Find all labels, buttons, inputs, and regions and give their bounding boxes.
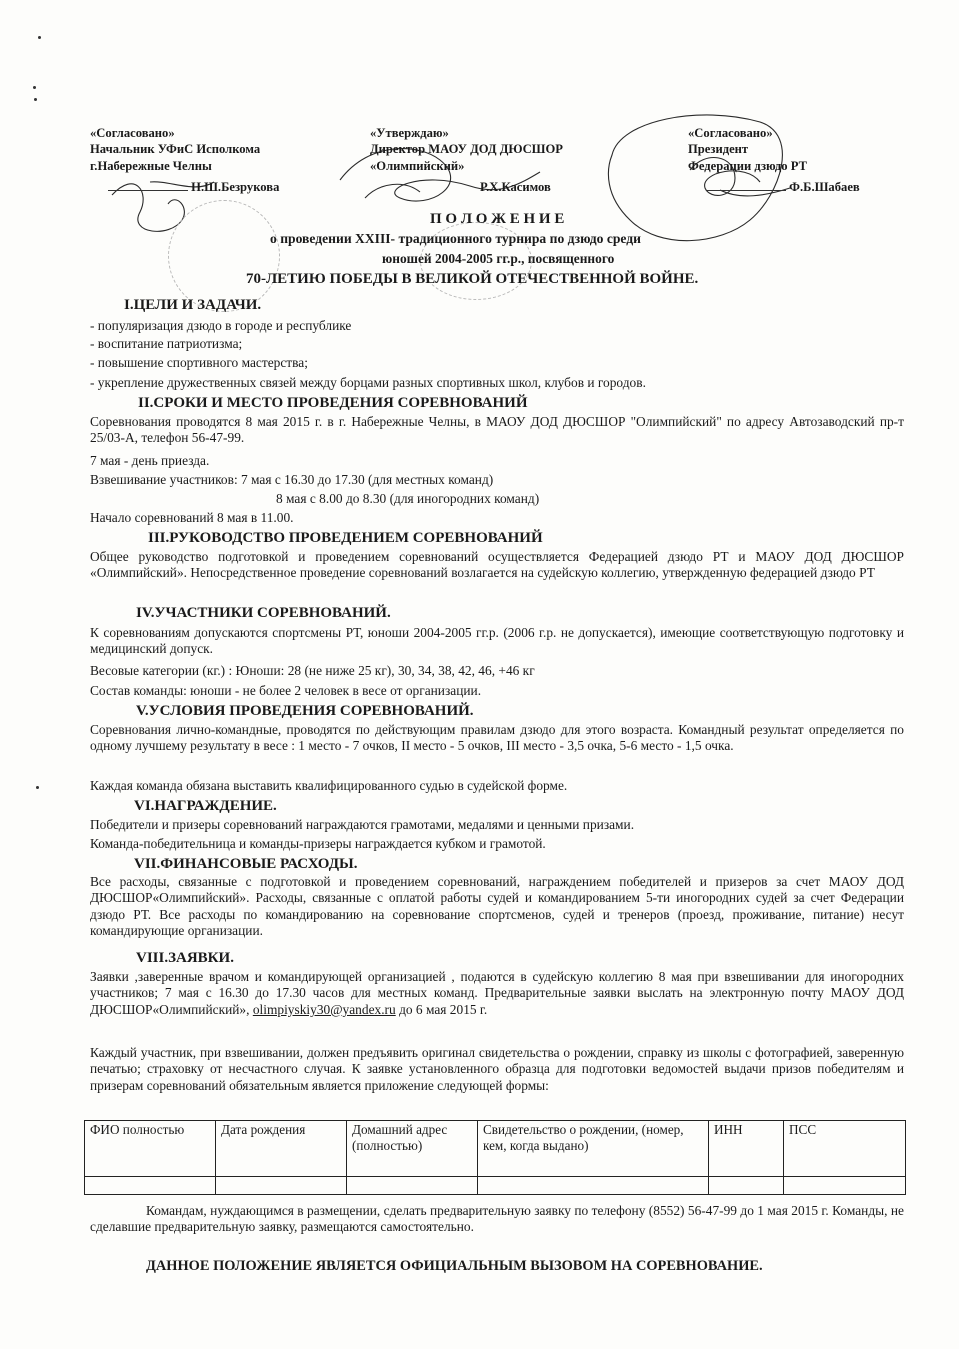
column-header: ПСС — [784, 1121, 906, 1177]
participants-paragraph: К соревнованиям допускаются спортсмены РТ, юноши 2004-2005 гг.р. (2006 г.р. не допускается), имеющие соответствующую подготовку и медицинский допуск. — [90, 625, 904, 657]
section-heading-participants: IV.УЧАСТНИКИ СОРЕВНОВАНИЙ. — [136, 605, 391, 621]
table-cell — [478, 1177, 709, 1195]
approval-center-label: «Утверждаю» — [370, 126, 449, 140]
awards-line1: Победители и призеры соревнований награждаются грамотами, медалями и ценными призами. — [90, 817, 635, 832]
conditions-paragraph: Соревнования лично-командные, проводятся по действующим правилам дзюдо для этого возраста. Командный результат определяется по одному лучшему результату в весе : 1 место - 7 очков, II место - 5 очков, III место - 3,5 очка, 5-6 место - 1,5 очка. — [90, 722, 904, 754]
table-cell — [85, 1177, 216, 1195]
column-header: Дата рождения — [216, 1121, 347, 1177]
approval-left — [90, 125, 279, 195]
approval-right — [688, 125, 860, 195]
team-composition: Состав команды: юноши - не более 2 человек в весе от организации. — [90, 683, 482, 698]
dates-paragraph: Соревнования проводятся 8 мая 2015 г. в г. Набережные Челны, в МАОУ ДОД ДЮСШОР "Олимпийский" по адресу Автозаводский пр-т 25/03-А, телефон 56-47-99. — [90, 414, 904, 446]
applications-text: Заявки ,заверенные врачом и командирующей организацией , подаются в судейскую коллегию 8 мая при взвешивании для иногородних участников; 7 мая с 16.30 до 17.30 часов для местных команд. Предварительные заявки выслать на электронную почту МАОУ ДОД ДЮСШОР«Олимпийский», — [90, 969, 904, 1017]
arrival-line: 7 мая - день приезда. — [90, 453, 210, 468]
approval-right-org: Федерации дзюдо РТ — [688, 158, 807, 173]
email-link[interactable]: olimpiyskiy30@yandex.ru — [252, 1001, 396, 1017]
approval-left-city: г.Набережные Челны — [90, 158, 212, 173]
section-heading-management: III.РУКОВОДСТВО ПРОВЕДЕНИЕМ СОРЕВНОВАНИЙ — [148, 530, 543, 546]
document-title: П О Л О Ж Е Н И Е — [430, 211, 565, 227]
document-subtitle-line1: о проведении XXIII- традиционного турнира по дзюдо среди — [270, 231, 641, 246]
section-heading-applications: VIII.ЗАЯВКИ. — [136, 950, 234, 966]
weigh-in-visiting: 8 мая с 8.00 до 8.30 (для иногородних команд) — [276, 491, 540, 506]
column-header: ФИО полностью — [85, 1121, 216, 1177]
approval-right-signer: Ф.Б.Шабаев — [789, 180, 860, 195]
table-cell — [216, 1177, 347, 1195]
table-cell — [347, 1177, 478, 1195]
scan-speck — [38, 36, 41, 39]
table-header-row — [85, 1121, 906, 1177]
management-paragraph: Общее руководство подготовкой и проведением соревнований осуществляется Федерацией дзюдо РТ и МАОУ ДОД ДЮСШОР «Олимпийский». Непосредственное проведение соревнований возлагается на судейскую коллегию, утвержденную федерацией дзюдо РТ — [90, 549, 904, 581]
column-header: Свидетельство о рождении, (номер, кем, когда выдано) — [478, 1121, 709, 1177]
document-subtitle-line2: юношей 2004-2005 гг.р., посвященного — [382, 251, 615, 266]
table-row — [85, 1177, 906, 1195]
approval-left-signer: Н.Ш.Безрукова — [191, 180, 280, 195]
awards-line2: Команда-победительница и команды-призеры награждается кубком и грамотой. — [90, 836, 546, 851]
approval-right-label: «Согласовано» — [688, 126, 773, 140]
goal-item: - повышение спортивного мастерства; — [90, 355, 308, 370]
weigh-in-local: Взвешивание участников: 7 мая с 16.30 до 17.30 (для местных команд) — [90, 472, 494, 487]
goal-item: - популяризация дзюдо в городе и республике — [90, 318, 352, 333]
section-heading-awards: VI.НАГРАЖДЕНИЕ. — [134, 798, 277, 814]
section-heading-goals: I.ЦЕЛИ И ЗАДАЧИ. — [124, 297, 262, 313]
approval-center — [370, 125, 563, 195]
goal-item: - воспитание патриотизма; — [90, 336, 243, 351]
section-heading-finance: VII.ФИНАНСОВЫЕ РАСХОДЫ. — [134, 856, 358, 872]
official-call-statement: ДАННОЕ ПОЛОЖЕНИЕ ЯВЛЯЕТСЯ ОФИЦИАЛЬНЫМ ВЫЗОВОМ НА СОРЕВНОВАНИЕ. — [146, 1258, 763, 1274]
weight-categories: Весовые категории (кг.) : Юноши: 28 (не ниже 25 кг), 30, 34, 38, 42, 46, +46 кг — [90, 663, 535, 678]
approval-center-org: «Олимпийский» — [370, 158, 465, 173]
scan-speck — [34, 98, 37, 101]
applications-paragraph — [90, 969, 904, 1018]
approval-left-label: «Согласовано» — [90, 126, 175, 140]
approval-left-position: Начальник УФиС Исполкома — [90, 142, 261, 157]
approval-right-position: Президент — [688, 142, 749, 157]
column-header: Домашний адрес (полностью) — [347, 1121, 478, 1177]
column-header: ИНН — [709, 1121, 784, 1177]
start-line: Начало соревнований 8 мая в 11.00. — [90, 510, 294, 525]
section-heading-conditions: V.УСЛОВИЯ ПРОВЕДЕНИЯ СОРЕВНОВАНИЙ. — [136, 703, 474, 719]
scan-speck — [33, 86, 36, 89]
scan-speck — [36, 786, 39, 789]
finance-paragraph: Все расходы, связанные с подготовкой и проведением соревнований, награждением победителей и призеров за счет МАОУ ДОД ДЮСШОР«Олимпийский». Расходы, связанные с оплатой работы судей и командированием 5-ти иногородних судей за счет Федерации дзюдо РТ. Все расходы по командированию на соревнование спортсменов, судей и тренеров (проезд, проживание, питание) несут командирующие организации. — [90, 874, 904, 939]
document-subtitle-line3: 70-ЛЕТИЮ ПОБЕДЫ В ВЕЛИКОЙ ОТЕЧЕСТВЕННОЙ ВОЙНЕ. — [246, 271, 699, 287]
goal-item: - укрепление дружественных связей между борцами разных спортивных школ, клубов и городов. — [90, 375, 646, 390]
documents-paragraph: Каждый участник, при взвешивании, должен предъявить оригинал свидетельства о рождении, справку из школы с фотографией, заверенную печатью; страховку от несчастного случая. К заявке установленного образца для подготовки ведомостей выдачи призов победителям и призерам соревнований обязательным является приложение следующей формы: — [90, 1045, 904, 1093]
approval-center-position: Директор МАОУ ДОД ДЮСШОР — [370, 142, 563, 157]
table-cell — [784, 1177, 906, 1195]
accommodation-paragraph: Командам, нуждающимся в размещении, сделать предварительную заявку по телефону (8552) 56-47-99 до 1 мая 2015 г. Команды, не сделавшие предварительную заявку, размещаются самостоятельно. — [90, 1203, 904, 1235]
table-cell — [709, 1177, 784, 1195]
section-heading-dates: II.СРОКИ И МЕСТО ПРОВЕДЕНИЯ СОРЕВНОВАНИЙ — [138, 395, 528, 411]
approval-center-signer: Р.Х.Касимов — [480, 180, 551, 195]
application-form-table — [84, 1120, 906, 1195]
judge-requirement: Каждая команда обязана выставить квалифицированного судью в судейской форме. — [90, 778, 568, 793]
applications-deadline: до 6 мая 2015 г. — [395, 1001, 488, 1017]
